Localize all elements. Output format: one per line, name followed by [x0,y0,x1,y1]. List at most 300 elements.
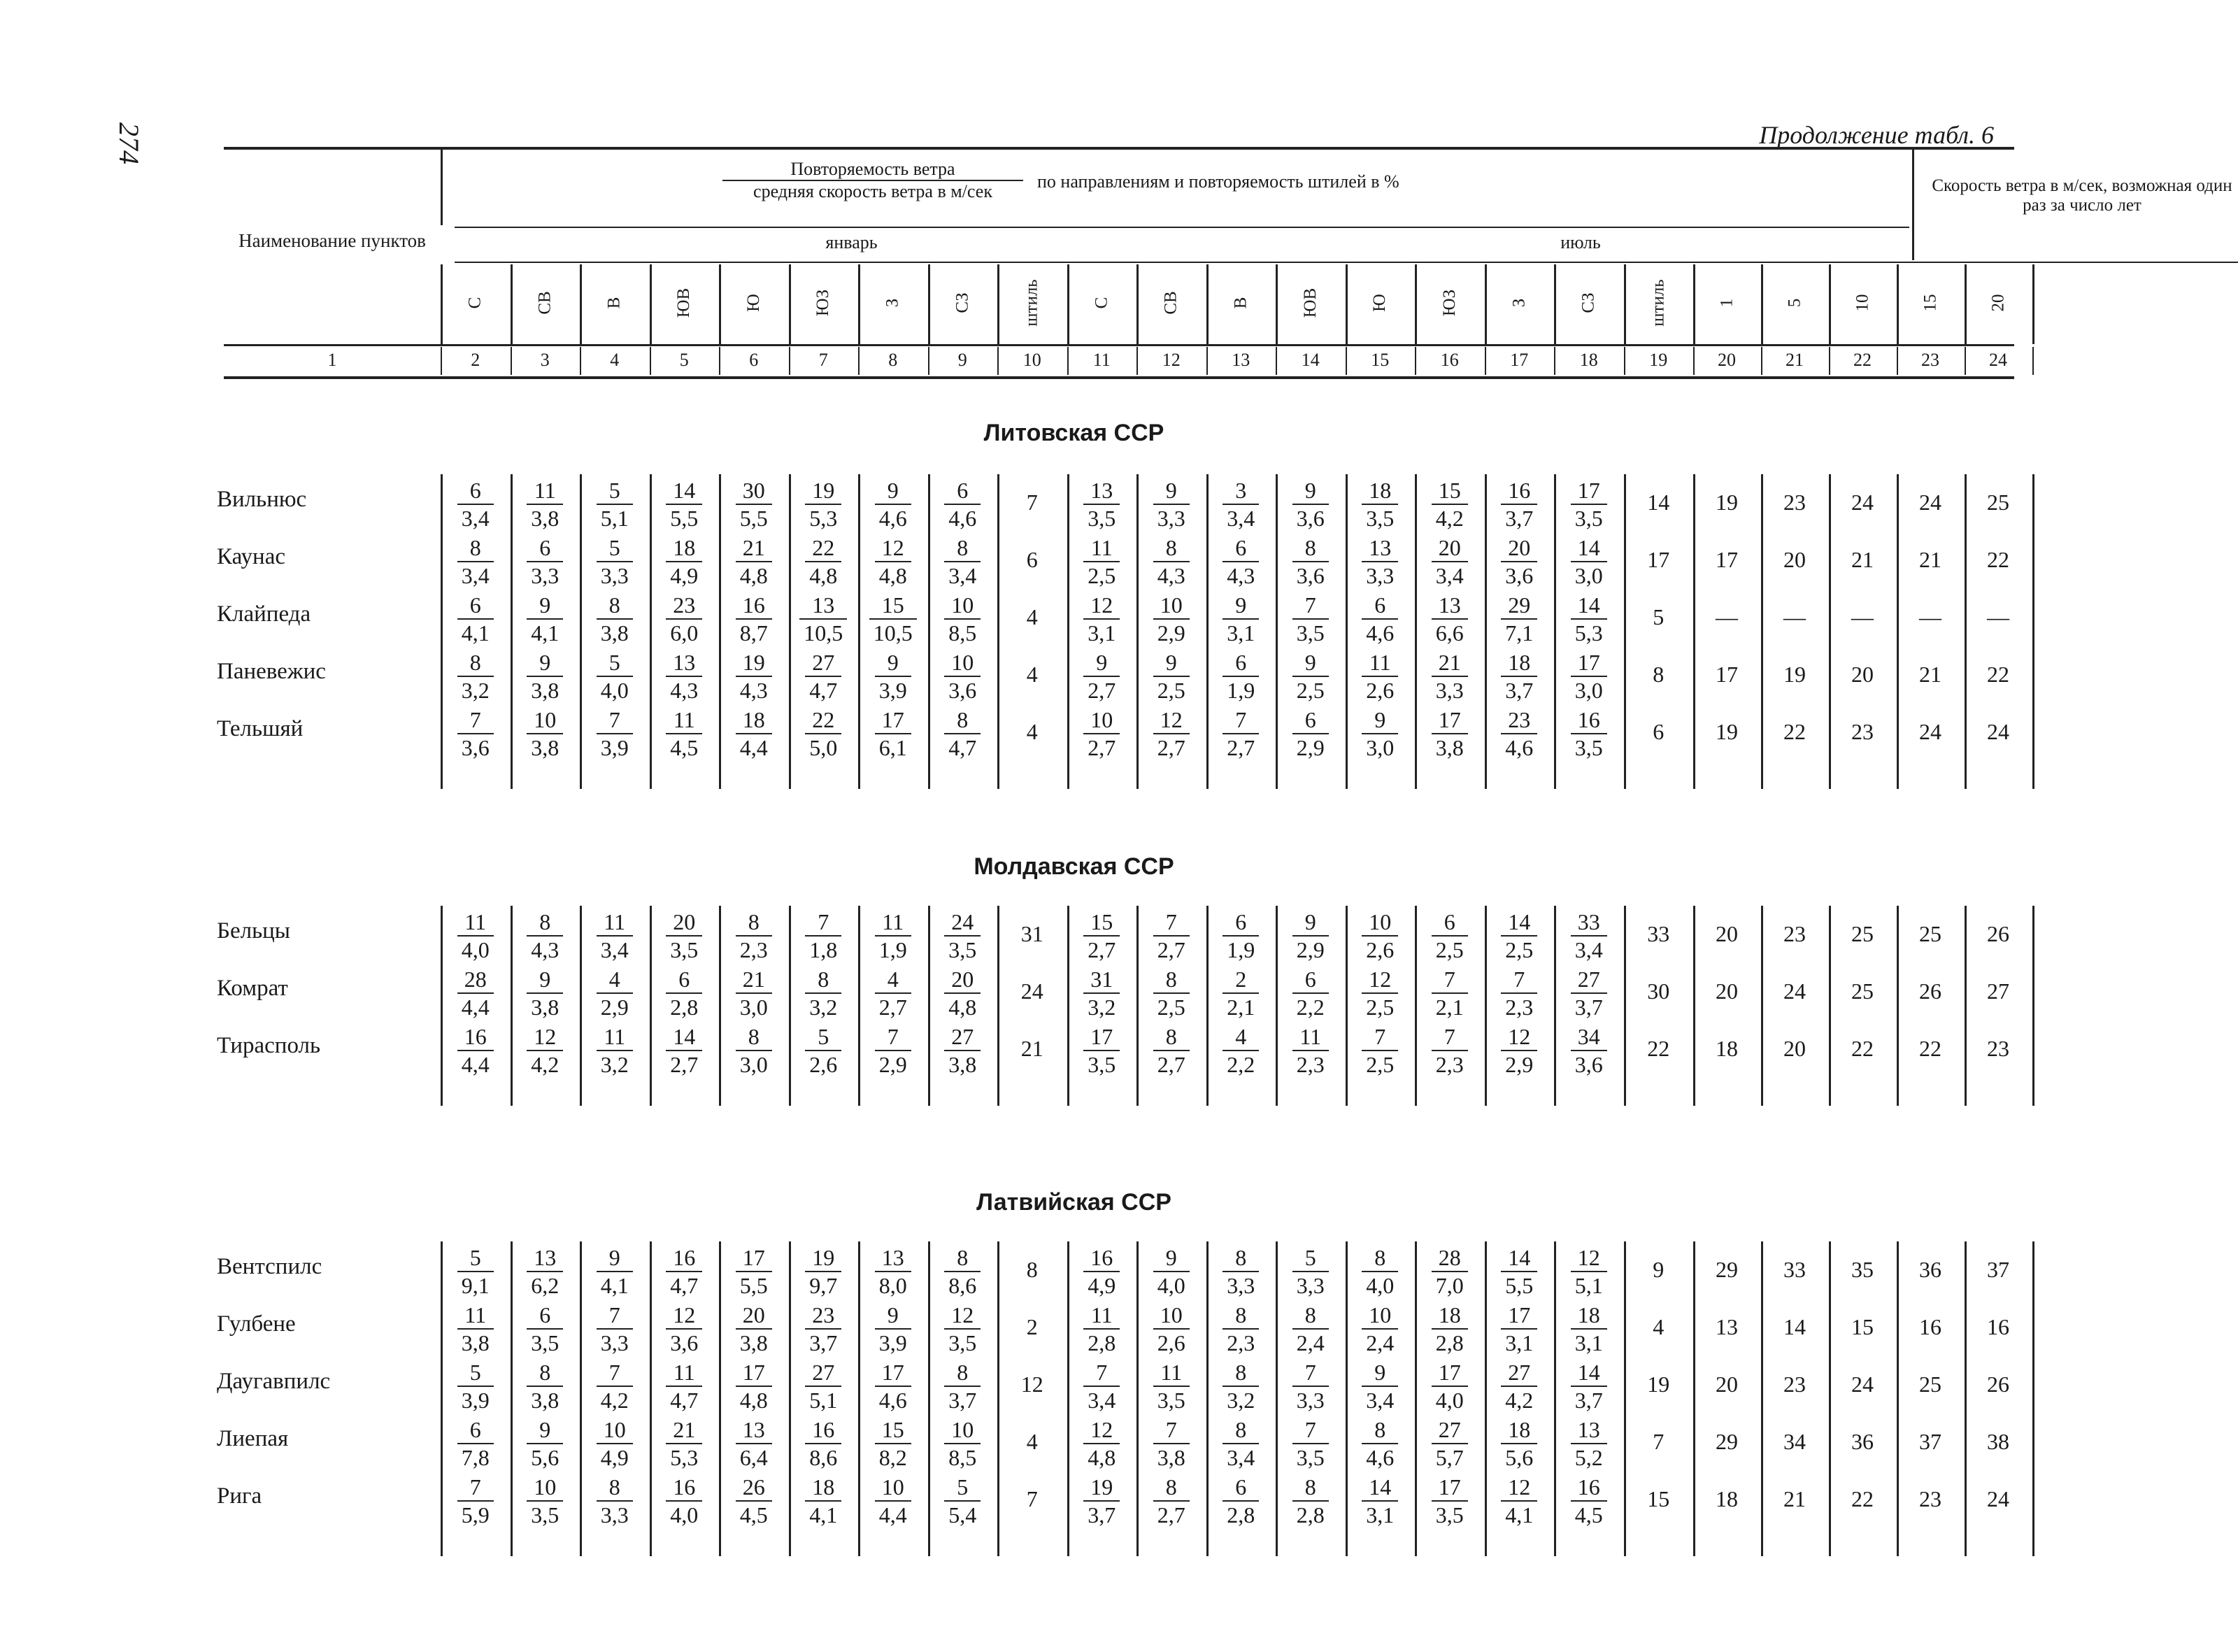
speed-value: 27 [1987,978,2009,1004]
wind-frequency: 8 [1223,1302,1259,1330]
calm-value: 6 [1026,547,1038,572]
wind-frequency: 8 [1292,1474,1329,1502]
wind-fraction [1558,706,1620,761]
column-divider [1554,474,1556,789]
wind-fraction [1209,1416,1272,1471]
speed-value: 24 [1919,719,1941,744]
wind-frequency: 17 [875,706,911,734]
column-divider [1136,906,1139,1106]
wind-fraction-value [457,706,494,761]
wind-frequency: 7 [1153,1416,1190,1444]
wind-fraction-value [666,1474,702,1528]
wind-speed: 3,1 [1574,1330,1603,1355]
column-number-divider [1761,347,1762,375]
wind-speed: 3,4 [1366,1388,1395,1413]
speed-value: 13 [1716,1314,1738,1339]
wind-frequency: 8 [944,1244,981,1272]
wind-fraction-value [805,1023,841,1078]
wind-frequency: 9 [1292,477,1329,505]
column-divider [511,474,513,789]
wind-fraction [1070,706,1133,761]
wind-fraction [513,592,576,646]
wind-speed: 3,1 [1505,1330,1534,1355]
wind-fraction-value [1223,1474,1259,1528]
wind-frequency: 11 [875,909,911,937]
wind-fraction-value [1362,477,1398,532]
header-mid-rule [224,344,2014,346]
wind-fraction [513,534,576,589]
wind-fraction-value [1432,1416,1468,1471]
wind-fraction [862,534,925,589]
direction-header-cell [1561,264,1617,341]
speed-value: 20 [1716,1372,1738,1397]
speed-value: 23 [1783,1372,1806,1397]
wind-fraction [444,706,507,761]
wind-frequency: 11 [1083,1302,1120,1330]
wind-fraction [1209,534,1272,589]
wind-fraction-value [875,909,911,963]
wind-fraction [1209,966,1272,1020]
wind-frequency: 20 [666,909,702,937]
wind-frequency: 5 [597,534,633,562]
wind-speed: 5,6 [531,1445,560,1470]
column-number: 8 [888,350,898,370]
wind-fraction [444,649,507,704]
wind-frequency: 9 [875,477,911,505]
wind-fraction [1279,966,1342,1020]
wind-frequency: 9 [1153,477,1190,505]
column-number: 9 [957,350,967,370]
wind-frequency: 3 [1223,477,1259,505]
wind-frequency: 14 [666,1023,702,1051]
speed-value: 15 [1851,1314,1874,1339]
wind-speed: 2,3 [1435,1052,1464,1077]
wind-speed: 2,9 [1505,1052,1534,1077]
wind-frequency: 12 [1362,966,1398,994]
wind-frequency: 12 [1501,1474,1537,1502]
wind-fraction-value [666,592,702,646]
wind-frequency: 12 [875,534,911,562]
wind-fraction [1279,477,1342,532]
column-number-divider [1897,347,1898,375]
wind-fraction [1209,1474,1272,1528]
wind-frequency: 20 [944,966,981,994]
direction-header-label: З [883,298,902,308]
header-column-divider [1693,264,1695,344]
column-divider [719,1241,721,1556]
wind-speed: 3,0 [1574,563,1603,588]
wind-speed: 3,5 [948,937,977,962]
wind-frequency: 19 [805,477,841,505]
column-divider [789,906,791,1106]
wind-fraction [513,706,576,761]
wind-fraction [931,534,994,589]
wind-frequency: 8 [944,534,981,562]
wind-frequency: 8 [597,1474,633,1502]
wind-speed: 2,9 [1296,937,1325,962]
header-column-divider [1485,264,1487,344]
direction-header-cell [1213,264,1269,341]
wind-speed: 2,8 [1088,1330,1116,1355]
wind-fraction [1418,1302,1481,1356]
wind-speed: 4,7 [948,735,977,760]
wind-frequency: 10 [875,1474,911,1502]
speed-value: 22 [1851,1036,1874,1061]
wind-frequency: 17 [736,1359,772,1387]
direction-header-cell [1004,264,1060,341]
header-column-divider [858,264,860,344]
wind-fraction [931,1023,994,1078]
wind-fraction [1348,649,1411,704]
wind-speed: 4,2 [1505,1388,1534,1413]
column-divider [1067,474,1069,789]
wind-fraction [1418,706,1481,761]
wind-speed: 2,8 [1435,1330,1464,1355]
wind-frequency: 21 [1432,649,1468,677]
wind-speed: 2,9 [878,1052,907,1077]
wind-frequency: 29 [1501,592,1537,620]
wind-fraction [653,1416,715,1471]
wind-frequency: 27 [1432,1416,1468,1444]
wind-speed: 6,4 [739,1445,768,1470]
wind-fraction-value [875,477,911,532]
wind-speed: 3,3 [600,1502,629,1528]
wind-speed: 2,9 [1296,735,1325,760]
wind-fraction-value [1292,1359,1329,1414]
wind-fraction-value [875,1474,911,1528]
wind-fraction [862,649,925,704]
wind-frequency: 9 [1292,909,1329,937]
column-number-divider [1206,347,1208,375]
wind-fraction-value [1571,1244,1607,1299]
wind-speed: 4,6 [948,506,977,531]
column-divider [1485,474,1487,789]
column-number: 21 [1786,350,1804,370]
wind-fraction [862,706,925,761]
wind-frequency: 7 [457,706,494,734]
wind-frequency: 7 [597,706,633,734]
wind-frequency: 15 [1432,477,1468,505]
wind-fraction-value [944,1302,981,1356]
wind-frequency: 10 [1362,1302,1398,1330]
wind-fraction [653,592,715,646]
wind-speed: 3,2 [1088,995,1116,1020]
speed-value: 18 [1716,1486,1738,1511]
calm-value: 4 [1653,1314,1665,1339]
wind-fraction [792,1474,855,1528]
direction-header-label: Ю [743,294,763,312]
wind-frequency: 21 [736,966,772,994]
wind-fraction [1070,1302,1133,1356]
calm-value: 12 [1020,1372,1043,1397]
wind-frequency: 13 [875,1244,911,1272]
wind-fraction [931,1416,994,1471]
column-number: 18 [1579,350,1598,370]
wind-frequency: 8 [597,592,633,620]
wind-speed: 4,8 [809,563,838,588]
wind-speed: 3,5 [1435,1502,1464,1528]
direction-header-label: штиль [1648,279,1668,327]
column-number-divider [719,347,720,375]
wind-speed: 2,7 [1157,1502,1185,1528]
wind-fraction-value [527,909,563,963]
wind-fraction [1209,1023,1272,1078]
wind-frequency: 8 [1292,534,1329,562]
wind-frequency: 11 [597,1023,633,1051]
wind-frequency: 10 [1362,909,1398,937]
wind-fraction [722,706,785,761]
wind-fraction [862,1359,925,1414]
wind-fraction-value [1571,1023,1607,1078]
wind-fraction [513,909,576,963]
calm-value: 4 [1026,719,1038,744]
speed-value: 23 [1919,1486,1941,1511]
wind-speed: 7,1 [1505,620,1534,646]
wind-fraction-value [597,649,633,704]
wind-fraction [931,706,994,761]
wind-frequency: 19 [805,1244,841,1272]
header-column-divider [1829,264,1831,344]
wind-fraction-value [457,1244,494,1299]
direction-header-label: 10 [1853,294,1872,312]
wind-frequency: 7 [1501,966,1537,994]
wind-fraction [1070,1474,1133,1528]
wind-frequency: 12 [1083,1416,1120,1444]
wind-fraction [1558,1416,1620,1471]
column-number-divider [1276,347,1277,375]
column-divider [997,1241,999,1556]
wind-fraction [1348,909,1411,963]
wind-fraction [1279,534,1342,589]
wind-frequency: 7 [875,1023,911,1051]
wind-fraction [1488,966,1551,1020]
wind-speed: 3,3 [1435,678,1464,703]
direction-header-cell [1491,264,1547,341]
wind-frequency: 7 [1362,1023,1398,1051]
wind-fraction-value [457,1023,494,1078]
wind-frequency: 8 [527,909,563,937]
wind-speed: 3,8 [1435,735,1464,760]
wind-speed: 1,9 [1227,937,1255,962]
wind-fraction-value [1571,909,1607,963]
wind-speed: 3,5 [670,937,699,962]
wind-speed: 3,4 [461,563,490,588]
wind-frequency: 14 [1571,592,1607,620]
calm-value: 7 [1026,1486,1038,1511]
wind-fraction [1140,477,1203,532]
wind-fraction [931,1359,994,1414]
wind-fraction [722,966,785,1020]
column-number-divider [1624,347,1625,375]
wind-fraction-value [666,534,702,589]
wind-speed: 3,5 [1366,506,1395,531]
column-divider [928,1241,930,1556]
direction-header-cell [1902,264,1958,341]
wind-frequency: 14 [1501,909,1537,937]
wind-frequency: 6 [1223,909,1259,937]
wind-speed: 6,0 [670,620,699,646]
direction-header-label: СЗ [953,292,972,313]
wind-fraction-value [1571,966,1607,1020]
wind-fraction [792,1416,855,1471]
wind-speed: 3,4 [1088,1388,1116,1413]
wind-speed: 2,5 [1505,937,1534,962]
wind-fraction-value [805,966,841,1020]
wind-fraction-value [1362,534,1398,589]
wind-fraction [1348,1359,1411,1414]
column-divider [650,474,652,789]
wind-speed: 1,8 [809,937,838,962]
wind-fraction [1488,649,1551,704]
wind-fraction [444,966,507,1020]
wind-fraction [862,909,925,963]
wind-speed: 2,2 [1296,995,1325,1020]
wind-fraction-value [1501,1244,1537,1299]
direction-header-label: 1 [1717,298,1736,308]
wind-frequency: 27 [1501,1359,1537,1387]
wind-speed: 4,6 [878,506,907,531]
wind-fraction [792,1302,855,1356]
wind-fraction-value [944,1244,981,1299]
station-name: Рига [217,1483,262,1509]
speed-value: 25 [1919,1372,1941,1397]
wind-fraction [862,1023,925,1078]
column-number: 13 [1232,350,1250,370]
wind-speed: 9,1 [461,1273,490,1298]
wind-fraction [583,1359,646,1414]
direction-header-cell [1074,264,1129,341]
wind-frequency: 12 [1571,1244,1607,1272]
column-divider [1485,1241,1487,1556]
wind-frequency: 7 [1223,706,1259,734]
wind-frequency: 11 [597,909,633,937]
direction-header-label: С [465,297,485,309]
wind-speed: 7,0 [1435,1273,1464,1298]
column-number-divider [1136,347,1138,375]
wind-fraction [1279,1416,1342,1471]
wind-fraction-value [1153,1302,1190,1356]
wind-fraction [1070,649,1133,704]
header-column-divider [2032,264,2034,344]
wind-speed: 3,3 [1296,1273,1325,1298]
wind-fraction-value [1571,1474,1607,1528]
wind-fraction [792,592,855,646]
wind-fraction-value [1571,1416,1607,1471]
wind-speed: 3,4 [948,563,977,588]
speed-value: 21 [1919,547,1941,572]
wind-frequency: 8 [1153,1474,1190,1502]
wind-fraction [722,1359,785,1414]
wind-frequency: 10 [1153,592,1190,620]
wind-speed: 5,4 [948,1502,977,1528]
direction-header-cell [1767,264,1823,341]
wind-fraction [1558,966,1620,1020]
column-divider [1067,906,1069,1106]
wind-fraction-value [457,909,494,963]
speed-value: 29 [1716,1257,1738,1282]
wind-fraction-value [736,1244,772,1299]
wind-speed: 4,8 [1088,1445,1116,1470]
wind-frequency: 10 [944,1416,981,1444]
column-divider [858,1241,860,1556]
column-number-divider [511,347,512,375]
wind-fraction-value [666,909,702,963]
wind-fraction-value [666,1023,702,1078]
wind-fraction-value [597,1416,633,1471]
wind-frequency: 11 [1292,1023,1329,1051]
wind-fraction-value [944,649,981,704]
wind-speed: 8,6 [948,1273,977,1298]
wind-speed: 4,1 [461,620,490,646]
wind-fraction [1209,649,1272,704]
wind-frequency: 6 [944,477,981,505]
calm-value: 4 [1026,662,1038,687]
wind-frequency: 2 [1223,966,1259,994]
wind-fraction [1070,1023,1133,1078]
wind-fraction [1140,1416,1203,1471]
wind-fraction-value [944,1474,981,1528]
wind-frequency: 7 [597,1359,633,1387]
wind-fraction [1418,534,1481,589]
wind-fraction-value [527,706,563,761]
wind-speed: 5,1 [600,506,629,531]
wind-speed: 3,3 [1157,506,1185,531]
wind-frequency: 34 [1571,1023,1607,1051]
wind-fraction-value [527,1474,563,1528]
wind-fraction-value [944,966,981,1020]
wind-speed: 3,5 [1574,735,1603,760]
wind-fraction-value [1083,1023,1120,1078]
column-number: 6 [749,350,759,370]
speed-value: 22 [1987,662,2009,687]
wind-frequency: 6 [1292,706,1329,734]
wind-fraction [792,1244,855,1299]
speed-value: 21 [1919,662,1941,687]
wind-fraction-value [1292,706,1329,761]
wind-fraction [722,1416,785,1471]
wind-fraction-value [944,534,981,589]
wind-frequency: 7 [1432,1023,1468,1051]
wind-speed: 2,6 [1366,937,1395,962]
wind-frequency: 8 [457,534,494,562]
wind-fraction [862,592,925,646]
wind-fraction [722,1244,785,1299]
header-column-divider [1761,264,1763,344]
wind-fraction-value [597,534,633,589]
speed-value: 22 [1783,719,1806,744]
wind-fraction-value [736,592,772,646]
column-number: 17 [1510,350,1529,370]
wind-fraction [1209,909,1272,963]
wind-frequency: 11 [527,477,563,505]
wind-fraction [583,1416,646,1471]
column-divider [1276,474,1278,789]
wind-frequency: 18 [1571,1302,1607,1330]
wind-speed: 3,8 [531,735,560,760]
wind-fraction [1348,592,1411,646]
wind-fraction-value [1223,1416,1259,1471]
wind-frequency: 21 [666,1416,702,1444]
column-number-divider [1554,347,1555,375]
direction-header-cell [865,264,921,341]
wind-fraction-value [1223,1023,1259,1078]
wind-fraction-value [1571,477,1607,532]
wind-fraction-value [597,477,633,532]
wind-speed: 2,5 [1157,678,1185,703]
wind-speed: 4,6 [1366,1445,1395,1470]
wind-speed: 4,9 [600,1445,629,1470]
wind-fraction-value [1083,1474,1120,1528]
